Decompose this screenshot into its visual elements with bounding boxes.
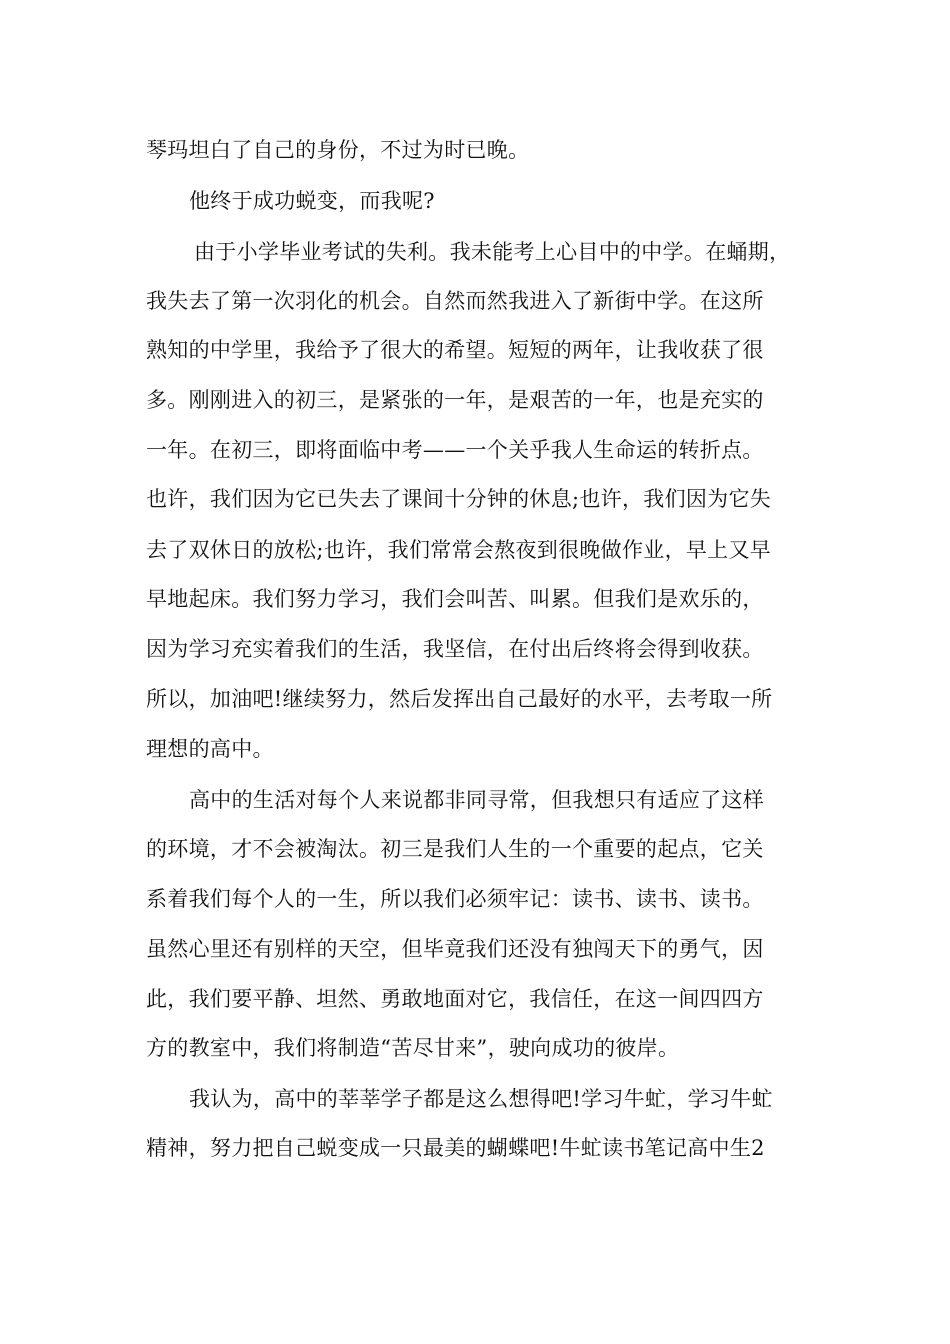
- text-line: 他终于成功蜕变，而我呢?: [189, 189, 435, 213]
- text-line: 虽然心里还有别样的天空，但毕竟我们还没有独闯天下的勇气，因: [146, 937, 764, 961]
- text-line: 多。刚刚进入的初三，是紧张的一年，是艰苦的一年，也是充实的: [146, 388, 764, 412]
- text-line: 高中的生活对每个人来说都非同寻常，但我想只有适应了这样: [189, 788, 765, 812]
- text-line: 因为学习充实着我们的生活，我坚信，在付出后终将会得到收获。: [146, 637, 764, 661]
- text-line: 早地起床。我们努力学习，我们会叫苦、叫累。但我们是欢乐的，: [146, 587, 764, 611]
- text-line: 琴玛坦白了自己的身份，不过为时已晚。: [146, 138, 530, 162]
- text-line: 由于小学毕业考试的失利。我未能考上心目中的中学。在蛹期，: [194, 240, 791, 264]
- text-line: 系着我们每个人的一生，所以我们必须牢记：读书、读书、读书。: [146, 887, 764, 911]
- text-line: 理想的高中。: [146, 737, 274, 761]
- text-line: 此，我们要平静、坦然、勇敢地面对它，我信任，在这一间四四方: [146, 987, 764, 1011]
- text-line: 熟知的中学里，我给予了很大的希望。短短的两年，让我收获了很: [146, 338, 764, 362]
- text-line: 的环境，才不会被淘汰。初三是我们人生的一个重要的起点，它关: [146, 837, 764, 861]
- text-line: 我失去了第一次羽化的机会。自然而然我进入了新街中学。在这所: [146, 289, 764, 313]
- text-line: 去了双休日的放松;也许，我们常常会熬夜到很晚做作业，早上又早: [146, 538, 772, 562]
- text-line: 也许，我们因为它已失去了课间十分钟的休息;也许，我们因为它失: [146, 487, 772, 511]
- text-line: 我认为，高中的莘莘学子都是这么想得吧!学习牛虻，学习牛虻: [189, 1087, 773, 1111]
- text-line: 精神，努力把自己蜕变成一只最美的蝴蝶吧!牛虻读书笔记高中生2: [146, 1136, 765, 1160]
- text-line: 方的教室中，我们将制造“苦尽甘来”，驶向成功的彼岸。: [146, 1036, 680, 1060]
- text-line: 所以，加油吧!继续努力，然后发挥出自己最好的水平，去考取一所: [146, 687, 773, 711]
- text-line: 一年。在初三，即将面临中考——一个关乎我人生命运的转折点。: [146, 438, 764, 462]
